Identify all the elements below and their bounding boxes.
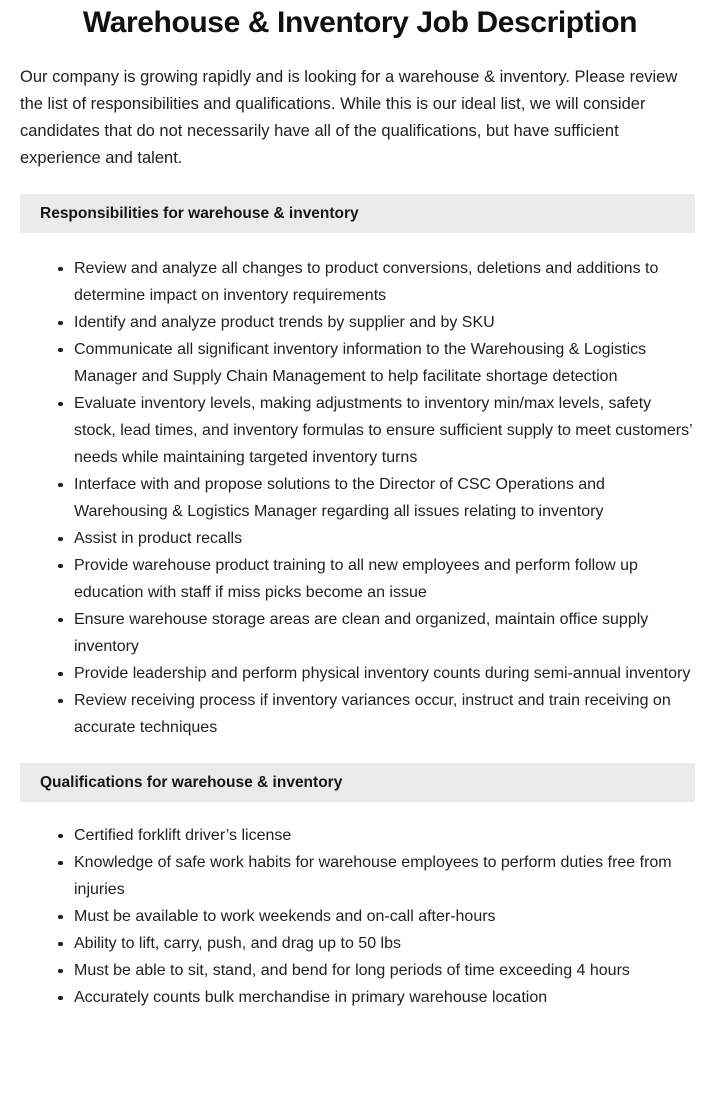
list-item: Review and analyze all changes to product conversions, deletions and additions to determine impact on inventory requirements <box>58 255 696 309</box>
list-item: Ability to lift, carry, push, and drag up to 50 lbs <box>58 930 696 957</box>
responsibilities-list <box>0 233 720 741</box>
list-item: Evaluate inventory levels, making adjustments to inventory min/max levels, safety stock, lead times, and inventory formulas to ensure sufficient supply to meet customers’ needs while maintaining targeted inventory turns <box>58 390 696 471</box>
section-responsibilities <box>0 194 720 741</box>
qualifications-list <box>0 802 720 1011</box>
list-item: Review receiving process if inventory variances occur, instruct and train receiving on accurate techniques <box>58 687 696 741</box>
list-item: Assist in product recalls <box>58 525 696 552</box>
list-item: Provide warehouse product training to all new employees and perform follow up education with staff if miss picks become an issue <box>58 552 696 606</box>
list-item: Accurately counts bulk merchandise in primary warehouse location <box>58 984 696 1011</box>
section-heading-responsibilities: Responsibilities for warehouse & inventory <box>20 194 695 233</box>
list-item: Knowledge of safe work habits for warehouse employees to perform duties free from injuries <box>58 849 696 903</box>
list-item: Certified forklift driver’s license <box>58 822 696 849</box>
list-item: Must be able to sit, stand, and bend for long periods of time exceeding 4 hours <box>58 957 696 984</box>
section-heading-qualifications: Qualifications for warehouse & inventory <box>20 763 695 802</box>
list-item: Provide leadership and perform physical inventory counts during semi-annual inventory <box>58 660 696 687</box>
list-item: Identify and analyze product trends by supplier and by SKU <box>58 309 696 336</box>
list-item: Communicate all significant inventory information to the Warehousing & Logistics Manager and Supply Chain Management to help facilitate shortage detection <box>58 336 696 390</box>
list-item: Interface with and propose solutions to the Director of CSC Operations and Warehousing & Logistics Manager regarding all issues relating to inventory <box>58 471 696 525</box>
list-item: Must be available to work weekends and on-call after-hours <box>58 903 696 930</box>
page-bottom-spacer <box>0 1011 720 1039</box>
page-title: Warehouse & Inventory Job Description <box>82 6 638 39</box>
section-qualifications <box>0 763 720 1011</box>
list-item: Ensure warehouse storage areas are clean and organized, maintain office supply inventory <box>58 606 696 660</box>
intro-paragraph: Our company is growing rapidly and is looking for a warehouse & inventory. Please review the list of responsibilities and qualifications. While this is our ideal list, we will consider candidates that do not necessarily have all of the qualifications, but have sufficient experience and talent. <box>20 68 678 167</box>
